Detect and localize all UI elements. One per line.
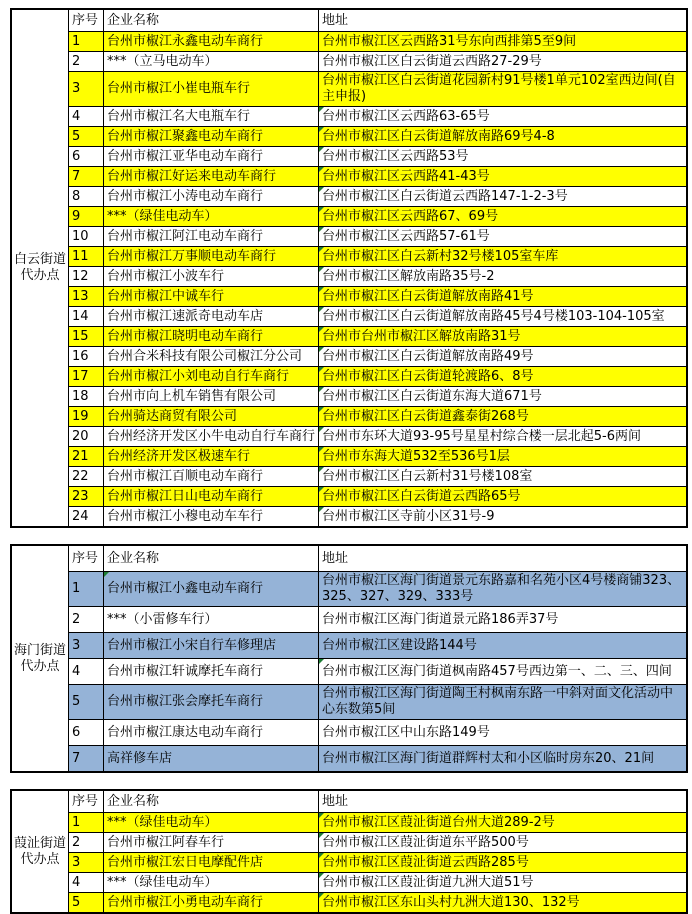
company-address: 台州市椒江区建设路144号 bbox=[322, 637, 477, 653]
column-header-index: 序号 bbox=[69, 10, 104, 31]
row-index: 1 bbox=[69, 813, 104, 832]
table-row bbox=[69, 833, 686, 853]
row-index: 16 bbox=[69, 347, 104, 366]
company-name: 台州市椒江永鑫电动车商行 bbox=[104, 32, 319, 51]
company-name: 台州市椒江晓明电动车商行 bbox=[104, 327, 319, 346]
company-address: 台州市椒江区海门街道群辉村太和小区临时房东20、21间 bbox=[322, 750, 655, 766]
company-name: 台州市椒江小崔电瓶车行 bbox=[104, 72, 319, 106]
column-header-address: 地址 bbox=[322, 550, 349, 566]
row-index: 8 bbox=[69, 187, 104, 206]
company-name: 台州市椒江百顺电动车商行 bbox=[104, 467, 319, 486]
company-name: ***（绿佳电动车） bbox=[104, 207, 319, 226]
column-header-name: 企业名称 bbox=[104, 791, 319, 812]
table-row bbox=[69, 347, 686, 367]
section-1 bbox=[10, 8, 688, 528]
table-row bbox=[69, 52, 686, 72]
company-name: 台州市向上机车销售有限公司 bbox=[104, 387, 319, 406]
table-row bbox=[69, 893, 686, 912]
table-row bbox=[69, 367, 686, 387]
row-index: 11 bbox=[69, 247, 104, 266]
company-name: 台州市椒江小勇电动车商行 bbox=[104, 893, 319, 912]
company-name: 台州经济开发区小牛电动自行车商行 bbox=[104, 427, 319, 446]
company-name: 台州市椒江小刘电动自行车商行 bbox=[104, 367, 319, 386]
company-name: 台州市椒江名大电瓶车行 bbox=[104, 107, 319, 126]
company-name: 台州市椒江宏日电摩配件店 bbox=[104, 853, 319, 872]
row-index: 2 bbox=[69, 833, 104, 852]
company-address: 台州市椒江区云西路31号东向西排第5至9间 bbox=[322, 33, 577, 49]
company-name: 台州市椒江轩诚摩托车商行 bbox=[104, 659, 319, 684]
company-name: 台州市椒江小穆电动车车行 bbox=[104, 507, 319, 526]
table-row bbox=[69, 247, 686, 267]
company-name: 台州市椒江日山电动车商行 bbox=[104, 487, 319, 506]
company-name: 台州市椒江亚华电动车商行 bbox=[104, 147, 319, 166]
table-row bbox=[69, 873, 686, 893]
row-index: 19 bbox=[69, 407, 104, 426]
column-header-name: 企业名称 bbox=[104, 10, 319, 31]
table-row bbox=[69, 427, 686, 447]
company-address: 台州市椒江区云西路57-61号 bbox=[319, 227, 686, 246]
company-name: 台州市椒江好运来电动车商行 bbox=[104, 167, 319, 186]
row-index: 20 bbox=[69, 427, 104, 446]
company-address: 台州市椒江区白云街道解放南路41号 bbox=[319, 287, 686, 306]
row-index: 2 bbox=[69, 52, 104, 71]
table-row bbox=[69, 147, 686, 167]
table-row bbox=[69, 227, 686, 247]
company-name: 高祥修车店 bbox=[104, 746, 319, 771]
company-address: 台州市椒江区白云街道解放南路45号4号楼103-104-105室 bbox=[319, 307, 686, 326]
company-name: 台州骑达商贸有限公司 bbox=[104, 407, 319, 426]
table-row bbox=[69, 387, 686, 407]
row-index: 6 bbox=[69, 720, 104, 745]
company-name: 台州市椒江阿春车行 bbox=[104, 833, 319, 852]
company-address: 台州市椒江区白云街道轮渡路6、8号 bbox=[319, 367, 686, 386]
company-address: 台州市椒江区云西路41-43号 bbox=[319, 167, 686, 186]
company-address: 台州市椒江区白云街道解放南路69号4-8 bbox=[319, 127, 686, 146]
column-header-address: 地址 bbox=[322, 793, 349, 809]
row-index: 23 bbox=[69, 487, 104, 506]
table-row bbox=[69, 853, 686, 873]
section-label: 海门街道代办点 bbox=[12, 546, 69, 771]
row-index: 14 bbox=[69, 307, 104, 326]
table-row bbox=[69, 633, 686, 659]
column-header-index: 序号 bbox=[69, 546, 104, 571]
company-name: 台州市椒江小宋自行车修理店 bbox=[104, 633, 319, 658]
company-name: 台州市椒江万事顺电动车商行 bbox=[104, 247, 319, 266]
company-address: 台州市椒江区白云街道云西路147-1-2-3号 bbox=[319, 187, 686, 206]
table-row bbox=[69, 267, 686, 287]
company-address: 台州市椒江区寺前小区31号-9 bbox=[319, 507, 686, 526]
row-index: 6 bbox=[69, 147, 104, 166]
section-label: 葭沚街道代办点 bbox=[12, 791, 69, 912]
table-row bbox=[69, 32, 686, 52]
row-index: 21 bbox=[69, 447, 104, 466]
company-address: 台州市椒江区白云新村32号楼105室车库 bbox=[319, 247, 686, 266]
company-address: 台州市椒江区白云新村31号楼108室 bbox=[319, 467, 686, 486]
table-row bbox=[69, 327, 686, 347]
company-address: 台州市椒江区云西路63-65号 bbox=[319, 107, 686, 126]
section-2 bbox=[10, 544, 688, 773]
row-index: 1 bbox=[69, 572, 104, 606]
table-row bbox=[69, 207, 686, 227]
company-address: 台州市椒江区海门街道景元东路嘉和名苑小区4号楼商铺323、325、327、329、333号 bbox=[322, 573, 681, 604]
company-address: 台州市东环大道93-95号星星村综合楼一层北起5-6两间 bbox=[319, 427, 686, 446]
table-row bbox=[69, 607, 686, 633]
table-row bbox=[69, 685, 686, 720]
company-name: ***（立马电动车） bbox=[104, 52, 319, 71]
company-name: 台州市椒江小涛电动车商行 bbox=[104, 187, 319, 206]
table-row bbox=[69, 467, 686, 487]
company-name: 台州市椒江康达电动车商行 bbox=[104, 720, 319, 745]
row-index: 4 bbox=[69, 107, 104, 126]
row-index: 4 bbox=[69, 659, 104, 684]
company-name: 台州市椒江小波车行 bbox=[104, 267, 319, 286]
table-row bbox=[69, 107, 686, 127]
company-address: 台州市椒江区葭沚街道云西路285号 bbox=[319, 853, 686, 872]
company-name: 台州市椒江小鑫电动车商行 bbox=[104, 572, 319, 606]
row-index: 12 bbox=[69, 267, 104, 286]
row-index: 4 bbox=[69, 873, 104, 892]
section-3 bbox=[10, 789, 688, 914]
company-address: 台州市椒江区云西路67、69号 bbox=[319, 207, 686, 226]
company-name: 台州经济开发区极速车行 bbox=[104, 447, 319, 466]
table-row bbox=[69, 813, 686, 833]
company-address: 台州市椒江区葭沚街道东平路500号 bbox=[319, 833, 686, 852]
company-name: 台州市椒江中诚车行 bbox=[104, 287, 319, 306]
company-name: ***（绿佳电动车） bbox=[104, 873, 319, 892]
column-header-name: 企业名称 bbox=[104, 546, 319, 571]
row-index: 3 bbox=[69, 853, 104, 872]
company-address: 台州市椒江区葭沚街道台州大道289-2号 bbox=[319, 813, 686, 832]
company-address: 台州市台州市椒江区解放南路31号 bbox=[319, 327, 686, 346]
company-name: 台州市椒江聚鑫电动车商行 bbox=[104, 127, 319, 146]
table-row bbox=[69, 127, 686, 147]
header-row bbox=[69, 791, 686, 813]
table-row bbox=[69, 447, 686, 467]
section-label: 白云街道代办点 bbox=[12, 10, 69, 526]
company-address: 台州市椒江区海门街道景元路186弄37号 bbox=[322, 611, 559, 627]
row-index: 18 bbox=[69, 387, 104, 406]
table-row bbox=[69, 746, 686, 771]
row-index: 5 bbox=[69, 685, 104, 719]
header-row bbox=[69, 546, 686, 572]
company-address: 台州市椒江区海门街道陶王村枫南东路一中斜对面文化活动中心东数第5间 bbox=[322, 686, 674, 717]
company-address: 台州市椒江区白云街道云西路65号 bbox=[319, 487, 686, 506]
company-address: 台州市椒江区白云街道鑫泰街268号 bbox=[319, 407, 686, 426]
table-row bbox=[69, 72, 686, 107]
company-address: 台州市椒江区白云街道东海大道671号 bbox=[319, 387, 686, 406]
column-header-index: 序号 bbox=[69, 791, 104, 812]
company-address: 台州市椒江区白云街道云西路27-29号 bbox=[322, 53, 542, 69]
row-index: 13 bbox=[69, 287, 104, 306]
table-row bbox=[69, 507, 686, 526]
company-name: ***（小雷修车行） bbox=[104, 607, 319, 632]
row-index: 5 bbox=[69, 893, 104, 912]
row-index: 7 bbox=[69, 167, 104, 186]
company-name: ***（绿佳电动车） bbox=[104, 813, 319, 832]
company-address: 台州市东海大道532至536号1层 bbox=[319, 447, 686, 466]
table-row bbox=[69, 407, 686, 427]
row-index: 1 bbox=[69, 32, 104, 51]
row-index: 15 bbox=[69, 327, 104, 346]
section-rows bbox=[69, 546, 686, 771]
table-row bbox=[69, 572, 686, 607]
company-address: 台州市椒江区云西路53号 bbox=[319, 147, 686, 166]
company-name: 台州市椒江张会摩托车商行 bbox=[104, 685, 319, 719]
company-address: 台州市椒江区海门街道枫南路457号西边第一、二、三、四间 bbox=[319, 659, 686, 684]
company-address: 台州市椒江区东山头村九洲大道130、132号 bbox=[319, 893, 686, 912]
company-address: 台州市椒江区中山东路149号 bbox=[322, 724, 490, 740]
table-row bbox=[69, 487, 686, 507]
row-index: 2 bbox=[69, 607, 104, 632]
row-index: 3 bbox=[69, 633, 104, 658]
section-rows bbox=[69, 791, 686, 912]
row-index: 17 bbox=[69, 367, 104, 386]
company-address: 台州市椒江区白云街道解放南路49号 bbox=[319, 347, 686, 366]
row-index: 10 bbox=[69, 227, 104, 246]
company-address: 台州市椒江区葭沚街道九洲大道51号 bbox=[319, 873, 686, 892]
column-header-address: 地址 bbox=[322, 12, 349, 28]
company-address: 台州市椒江区解放南路35号-2 bbox=[319, 267, 686, 286]
row-index: 9 bbox=[69, 207, 104, 226]
header-row bbox=[69, 10, 686, 32]
table-row bbox=[69, 187, 686, 207]
table-row bbox=[69, 720, 686, 746]
row-index: 3 bbox=[69, 72, 104, 106]
table-row bbox=[69, 167, 686, 187]
section-rows bbox=[69, 10, 686, 526]
company-name: 台州市椒江速派奇电动车店 bbox=[104, 307, 319, 326]
company-name: 台州合米科技有限公司椒江分公司 bbox=[104, 347, 319, 366]
row-index: 5 bbox=[69, 127, 104, 146]
company-address: 台州市椒江区白云街道花园新村91号楼1单元102室西边间(自主申报) bbox=[322, 73, 676, 104]
row-index: 7 bbox=[69, 746, 104, 771]
table-row bbox=[69, 659, 686, 685]
table-row bbox=[69, 287, 686, 307]
table-row bbox=[69, 307, 686, 327]
row-index: 22 bbox=[69, 467, 104, 486]
company-name: 台州市椒江阿江电动车商行 bbox=[104, 227, 319, 246]
row-index: 24 bbox=[69, 507, 104, 526]
